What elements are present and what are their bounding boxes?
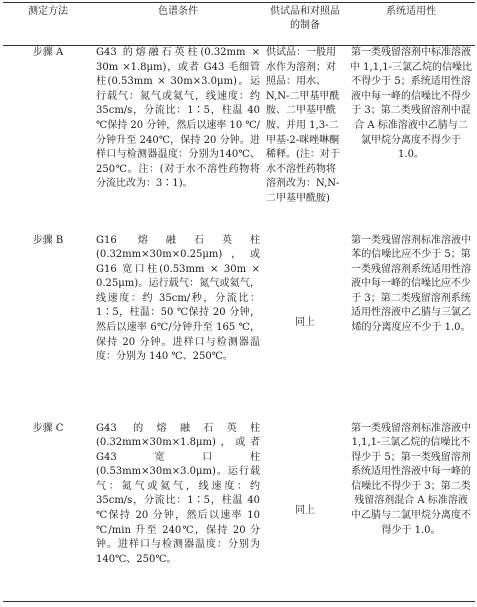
- method-cell: 步骤 A: [32, 47, 64, 58]
- sample-cell: 同上: [295, 317, 315, 329]
- suitability-cell: 第一类残留溶剂标准溶液中 1,1,1-三氯乙烷的信噪比不得少于 5；第一类残留溶剂系统适用性溶液中每一峰的信噪比不得少于 3；第二类残留溶剂混合 A 标准溶液中乙腈与二氯甲烷分离度不得少于 1.0。: [351, 422, 471, 536]
- conditions-cell: G43 的熔融石英柱(0.32mm×30m×1.8μm)，或者 G43宽口柱(0.53mm×30m×3.0μm)。运行载气：氮气或氦气，线速度：约 35cm/s，分流比：1∶5，柱温 40 ℃保持 20 分钟，然后以速率 10 ℃/min 升至 240℃，保持 20 分钟。进样口与检测器温度：分别为 140℃、250℃。: [96, 422, 260, 565]
- header-conditions: 色谱条件: [93, 3, 263, 46]
- conditions-cell: G16 熔融石英柱 (0.32mm×30m×0.25μm)，或 G16 宽口柱(0.53mm × 30m × 0.25μm)。运行载气：氮气或氦气，线速度：约 35cm/秒，分流比：1∶5，柱温：50 ℃保持 20 分钟，然后以速率 6℃/分钟升至 165 ℃，保持 20 分钟。进样口与检测器温度：分别为 140 ℃、250℃。: [96, 234, 260, 363]
- suitability-cell: 第一类残留溶剂中标准溶液中 1,1,1-三氯乙烷的信噪比不得少于 5；系统适用性溶液中每一峰的信噪比不得少于 3；第二类残留溶剂中混合 A 标准溶液中乙腈与二氯甲烷分离度不得少于 1.0。: [350, 47, 473, 161]
- sample-cell: 供试品：一般用水作为溶剂；对照品：用水、N,N-二甲基甲酰胺、二甲基甲酰胺、并用 1,3-二甲基-2-咪唑啉酮稀释。(注：对于水不溶性药物将溶剂改为：N,N-二甲基甲酰胺): [266, 47, 340, 204]
- header-suitability: 系统适用性: [347, 3, 475, 46]
- method-cell: 步骤 B: [32, 234, 64, 246]
- row-spacer: [3, 414, 475, 422]
- conditions-cell: G43 的熔融石英柱(0.32mm × 30m ×1.8μm)，或者 G43 毛细管柱(0.53mm × 30m×3.0μm)。运行载气：氮气或氦气，线速度：约35cm/s，分流比：1∶5，柱温 40 ℃保持 20 分钟，然后以速率 10 ℃/分钟升至 240℃，保持 20 分钟。进样口与检测器温度：分别为140℃、250℃。注：(对于水不溶性药物将分流比改为：3∶1)。: [96, 47, 260, 190]
- table-row: [3, 46, 475, 226]
- table-row: [3, 234, 475, 414]
- row-spacer: [3, 226, 475, 234]
- method-table: [3, 2, 475, 602]
- header-sample-prep: 供试品和对照品的制备: [263, 3, 347, 46]
- header-method: 测定方法: [3, 3, 93, 46]
- table-row: [3, 422, 475, 602]
- sample-cell: 同上: [295, 504, 315, 516]
- table-header-row: [3, 3, 475, 46]
- suitability-cell: 第一类残留溶剂标准溶液中苯的信噪比应不少于 5；第一类残留溶剂系统适用性溶液中每一峰的信噪比应不少于 3；第二类残留溶剂系统适用性溶液中乙腈与三氯乙烯的分离度应不少于 1.0。: [351, 234, 471, 334]
- method-cell: 步骤 C: [32, 422, 64, 434]
